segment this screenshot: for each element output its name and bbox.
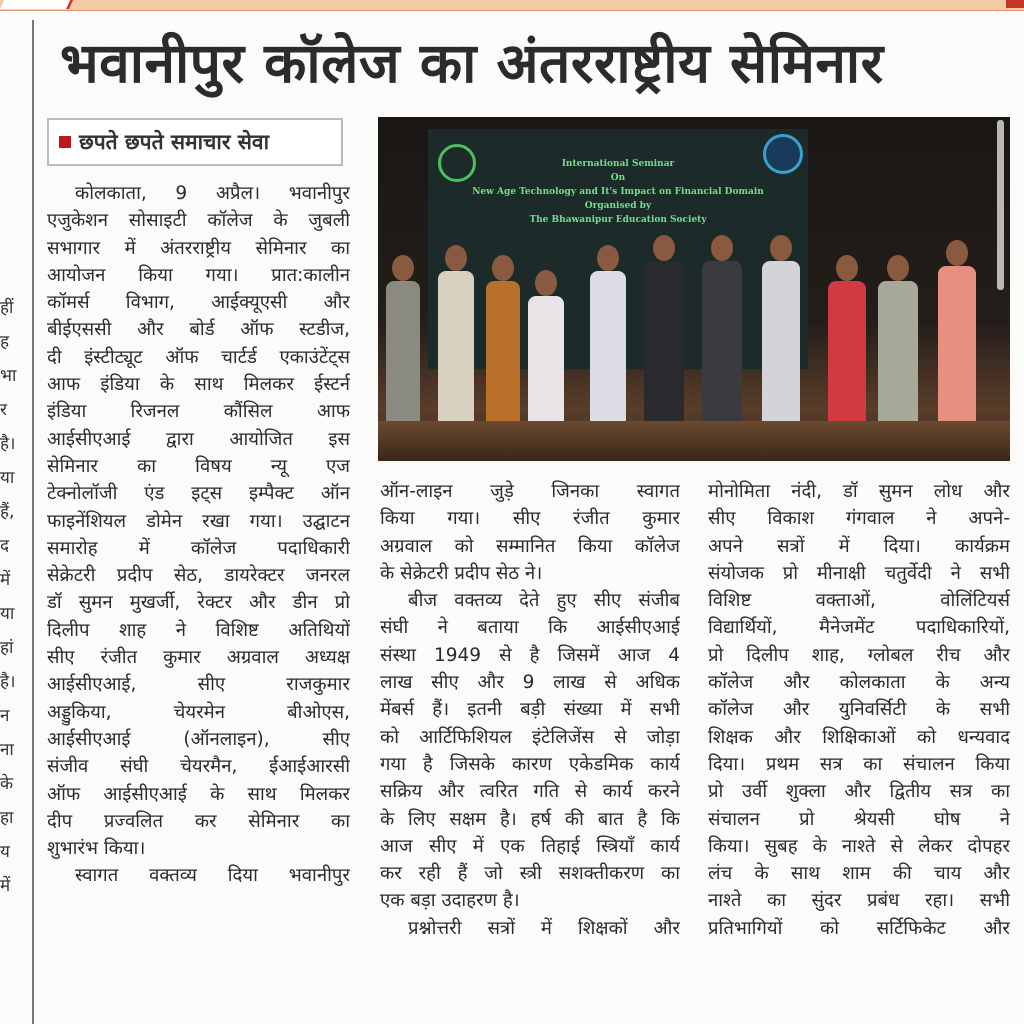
text-line: कर रही हैं जो स्त्री सशक्तीकरण का [380, 863, 680, 885]
text-line: संयोजक प्रो मीनाक्षी चतुर्वेदी ने सभी [708, 562, 1010, 584]
text-line: ऑन-लाइन जुड़े जिनका स्वागत [380, 481, 680, 502]
text-line: दिया। प्रथम सत्र का संचालन किया [708, 753, 1010, 775]
text-line: टेक्नोलॉजी एंड इट्स इम्पैक्ट ऑन [47, 483, 350, 505]
text-line: को आर्टिफिशियल इंटेलिजेंस से जोड़ा [380, 726, 680, 748]
person-head [445, 245, 467, 271]
byline: छपते छपते समाचार सेवा [79, 130, 270, 154]
fragment-text: हैं, [0, 502, 15, 522]
text-line: सेमिनार का विषय न्यू एज [47, 455, 350, 477]
person-body [486, 281, 520, 431]
text-line: मेंबर्स हैं। इतनी बड़ी संख्या में सभी [380, 699, 680, 721]
text-line: अग्रवाल को सम्मानित किया कॉलेज [380, 535, 680, 557]
text-line: अपने सत्रों में दिया। कार्यक्रम [708, 535, 1010, 557]
text-line: अड्डुकिया, चेयरमेन बीओएस, [47, 701, 350, 723]
text-line: के लिए सक्षम है। हर्ष की बात है कि [380, 808, 680, 830]
text-line: प्रो उर्वी शुक्ला और द्वितीय सत्र का [708, 781, 1010, 803]
text-line: गया है जिसके कारण एकेडमिक कार्य [380, 753, 680, 775]
screen-line: New Age Technology and It's Impact on Financial Domain [472, 187, 764, 197]
text-line: दी इंस्टीट्यूट ऑफ चार्टर्ड एकाउंटेंट्स [47, 346, 350, 368]
fragment-text: ना [0, 740, 14, 760]
text-line: दीप प्रज्वलित कर सेमिनार का [47, 810, 350, 832]
text-line: फाइनेंशियल डोमेन रखा गया। उद्घाटन [47, 510, 350, 532]
text-line: आईसीएआई (ऑनलाइन), सीए [47, 728, 350, 750]
fragment-text: हां [0, 638, 14, 658]
person [528, 270, 564, 431]
text-line: प्रतिभागियों को सर्टिफिकेट और [708, 917, 1010, 939]
person-head [946, 240, 968, 266]
text-line: किया। सुबह के नाश्ते से लेकर दोपहर [708, 835, 1010, 857]
person-body [528, 296, 564, 431]
text-line: स्वागत वक्तव्य दिया भवानीपुर [75, 865, 350, 887]
text-line: समारोह में कॉलेज पदाधिकारी [47, 537, 350, 559]
fragment-text: ह [0, 332, 10, 352]
event-photo [378, 117, 1010, 461]
adjacent-article-fragment [0, 0, 30, 1024]
person [762, 235, 800, 431]
article-column-2 [380, 478, 680, 942]
fragment-text: न [0, 706, 10, 726]
text-line: कॉलेज और युनिवर्सिटी के सभी [708, 699, 1010, 721]
person [644, 235, 684, 431]
text-line: ऑफ आईसीएआई के साथ मिलकर [47, 783, 350, 805]
fragment-text: र [0, 400, 7, 420]
text-line: विशिष्ट वक्ताओं, वोलिंटियर्स [708, 590, 1010, 612]
corner-marker [1006, 0, 1024, 8]
text-line: आयोजन किया गया। प्रात:कालीन [47, 264, 350, 286]
text-line: संजीव संघी चेयरमैन, ईआईआरसी [47, 756, 350, 778]
byline-box [47, 118, 343, 166]
person-head [392, 255, 414, 281]
person-head [711, 235, 733, 261]
fragment-text: में [0, 876, 11, 896]
fragment-text: में [0, 570, 11, 590]
person [702, 235, 742, 431]
fragment-text: है। [0, 434, 16, 454]
text-line: आज सीए में एक तिहाई स्त्रियाँ कार्य [380, 835, 680, 857]
text-line: इंडिया रिजनल कौंसिल आफ [47, 401, 350, 423]
person-head [836, 255, 858, 281]
person-body [938, 266, 976, 431]
fragment-text: य [0, 842, 10, 862]
person [590, 245, 626, 431]
person-head [535, 270, 557, 296]
text-line: प्रो दिलीप शाह, ग्लोबल रीच और [708, 644, 1010, 666]
article-column-1 [47, 180, 350, 890]
text-line: संस्था 1949 से है जिसमें आज 4 [380, 644, 680, 666]
top-strip [0, 0, 1024, 11]
person-body [438, 271, 474, 431]
text-line: लंच के साथ शाम की चाय और [708, 863, 1010, 885]
text-line: मोनोमिता नंदी, डॉ सुमन लोध और [708, 481, 1010, 502]
text-line: शुभारंभ किया। [47, 838, 146, 860]
person-body [828, 281, 866, 431]
fragment-text: है। [0, 672, 16, 692]
text-line: डॉ सुमन मुखर्जी, रेक्टर और डीन प्रो [47, 592, 350, 614]
person-body [644, 261, 684, 431]
person-body [762, 261, 800, 431]
screen-line: On [610, 173, 626, 183]
text-line: विद्यार्थियों, मैनेजमेंट पदाधिकारियों, [708, 617, 1010, 639]
person [438, 245, 474, 431]
scrollbar[interactable] [997, 120, 1004, 290]
text-line: लाख सीए और 9 लाख से अधिक [380, 672, 680, 694]
screen-line: International Seminar [561, 159, 675, 169]
text-line: कॉमर्स विभाग, आईक्यूएसी और [47, 292, 350, 314]
article-column-3 [708, 478, 1010, 942]
text-line: सभागार में अंतरराष्ट्रीय सेमिनार का [47, 237, 350, 259]
fragment-text: हा [0, 808, 14, 828]
text-line: किया गया। सीए रंजीत कुमार [380, 508, 680, 530]
text-line: सीए विकाश गंगवाल ने अपने- [708, 508, 1010, 530]
text-line: संचालन प्रो श्रेयसी घोष ने [708, 808, 1010, 830]
text-line: बीईएससी और बोर्ड ऑफ स्टडीज, [47, 319, 350, 341]
text-line: संघी ने बताया कि आईसीएआई [380, 617, 680, 639]
fragment-text: या [0, 604, 15, 624]
person-head [887, 255, 909, 281]
text-line: आईसीएआई द्वारा आयोजित इस [47, 428, 350, 450]
person-head [770, 235, 792, 261]
fragment-text: द [0, 536, 10, 556]
person [878, 255, 918, 431]
text-line: आईसीएआई, सीए राजकुमार [47, 674, 350, 696]
text-line: सक्रिय और त्वरित गति से कार्य करने [380, 781, 680, 803]
fragment-text: भा [0, 366, 17, 386]
text-line: दिलीप शाह ने विशिष्ट अतिथियों [47, 619, 350, 641]
person [828, 255, 866, 431]
stage-floor [378, 421, 1010, 461]
column-divider [32, 20, 34, 1024]
text-line: शिक्षक और शिक्षिकाओं को धन्यवाद [708, 726, 1010, 748]
text-line: के सेक्रेटरी प्रदीप सेठ ने। [380, 562, 543, 584]
text-line: कॉलेज और कोलकाता के अन्य [708, 672, 1010, 694]
screen-line: Organised by [584, 201, 652, 211]
person [486, 255, 520, 431]
person-head [653, 235, 675, 261]
person-head [492, 255, 514, 281]
text-line: प्रश्नोत्तरी सत्रों में शिक्षकों और [408, 917, 680, 939]
text-line: बीज वक्तव्य देते हुए सीए संजीब [408, 590, 680, 612]
text-line: कोलकाता, 9 अप्रैल। भवानीपुर [75, 183, 350, 204]
screen-line: The Bhawanipur Education Society [529, 215, 707, 225]
person-body [878, 281, 918, 431]
person-body [702, 261, 742, 431]
fragment-text: हीं [0, 298, 14, 318]
fragment-text: या [0, 468, 15, 488]
headline: भवानीपुर कॉलेज का अंतरराष्ट्रीय सेमिनार [60, 31, 884, 95]
person [386, 255, 420, 431]
text-line: नाश्ते का सुंदर प्रबंध रहा। सभी [708, 890, 1010, 912]
text-line: सेक्रेटरी प्रदीप सेठ, डायरेक्टर जनरल [47, 565, 350, 587]
person-head [597, 245, 619, 271]
text-line: एजुकेशन सोसाइटी कॉलेज के जुबली [47, 210, 350, 232]
person-body [590, 271, 626, 431]
fragment-text: के [0, 774, 14, 794]
text-line: आफ इंडिया के साथ मिलकर ईस्टर्न [47, 374, 350, 396]
person-body [386, 281, 420, 431]
person [938, 240, 976, 431]
text-line: एक बड़ा उदाहरण है। [380, 890, 520, 912]
red-square-icon [59, 136, 71, 148]
text-line: सीए रंजीत कुमार अग्रवाल अध्यक्ष [47, 647, 350, 669]
